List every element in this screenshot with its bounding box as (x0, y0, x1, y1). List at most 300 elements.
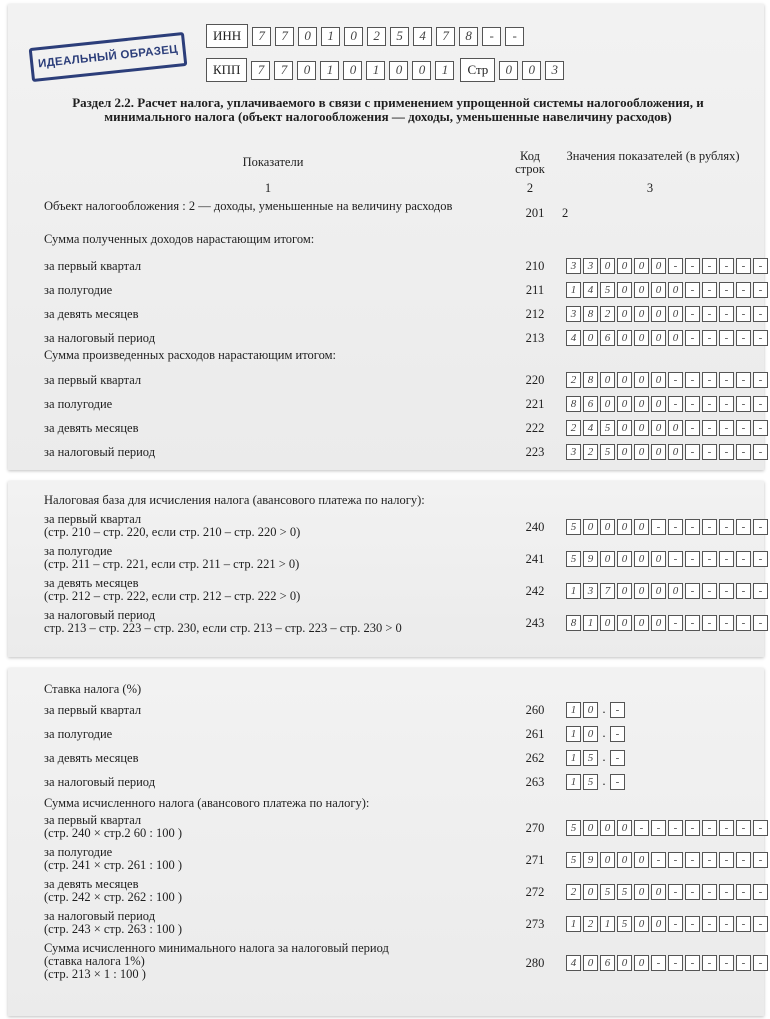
row-code: 213 (525, 331, 545, 345)
value-cell: - (702, 306, 717, 322)
form-row (44, 396, 763, 414)
value-cell: 5 (600, 282, 615, 298)
value-cell: 0 (617, 820, 632, 836)
object-row (44, 200, 754, 228)
row-label: за налоговый период (44, 445, 156, 459)
row-values (564, 420, 768, 436)
inn-label: ИНН (206, 24, 248, 48)
page-cell: 0 (522, 61, 541, 80)
value-cell: - (736, 396, 751, 412)
value-cell: 0 (634, 615, 649, 631)
value-cell: - (736, 884, 751, 900)
rate-heading: Ставка налога (%) (44, 682, 142, 696)
value-cell: 2 (566, 372, 581, 388)
value-cell: - (753, 282, 768, 298)
value-cell-group (564, 955, 768, 971)
value-cell: 7 (600, 583, 615, 599)
row-values (564, 444, 768, 460)
form-row (44, 258, 763, 276)
value-cell: 0 (668, 420, 683, 436)
value-cell: 5 (600, 420, 615, 436)
value-cell: - (753, 444, 768, 460)
row-values (564, 750, 625, 766)
value-cell: 0 (651, 420, 666, 436)
value-cell: - (736, 282, 751, 298)
value-cell: 0 (651, 551, 666, 567)
form-row (44, 330, 763, 348)
value-cell: 1 (566, 916, 581, 932)
value-cell: 0 (617, 420, 632, 436)
row-label: за девять месяцев (44, 751, 139, 765)
row-code: 273 (525, 917, 545, 931)
value-cell: 0 (617, 583, 632, 599)
value-cell: 2 (583, 916, 598, 932)
value-cell: 5 (566, 519, 581, 535)
value-cell: - (685, 282, 700, 298)
value-cell: 0 (651, 258, 666, 274)
value-cell: - (753, 916, 768, 932)
decimal-point: . (602, 725, 606, 740)
decimal-point: . (602, 773, 606, 788)
inn-cell: - (505, 27, 524, 46)
row-label: за налоговый период (44, 331, 156, 345)
value-cell: 0 (634, 551, 649, 567)
value-cell: - (753, 551, 768, 567)
value-cell: 5 (600, 444, 615, 460)
inn-cell: 2 (367, 27, 386, 46)
row-values (564, 330, 768, 346)
value-cell: 0 (634, 306, 649, 322)
value-cell: - (702, 820, 717, 836)
row-code: 211 (525, 283, 545, 297)
row-values (564, 726, 625, 742)
row-code: 222 (525, 421, 545, 435)
value-cell: - (668, 258, 683, 274)
value-cell: 3 (583, 583, 598, 599)
value-cell: - (719, 551, 734, 567)
value-cell: - (685, 306, 700, 322)
row-label: за первый квартал (44, 373, 142, 387)
value-cell: 2 (583, 444, 598, 460)
row-code: 201 (525, 206, 545, 220)
row-code: 220 (525, 373, 545, 387)
value-cell: 0 (600, 820, 615, 836)
value-cell: - (736, 551, 751, 567)
row-code: 212 (525, 307, 545, 321)
rate-fraction-cell: - (610, 750, 625, 766)
value-cell: 0 (600, 852, 615, 868)
row-label: за первый квартал (44, 259, 142, 273)
row-values (564, 551, 768, 567)
value-cell: 5 (600, 884, 615, 900)
income-heading: Сумма полученных доходов нарастающим итогом: (44, 232, 315, 246)
value-cell: 0 (600, 519, 615, 535)
value-cell: 0 (634, 420, 649, 436)
value-cell: 3 (566, 306, 581, 322)
col-code: Код строк (515, 149, 545, 176)
min-tax-row (44, 941, 763, 984)
rate-fraction-cell: - (610, 702, 625, 718)
value-cell: - (685, 583, 700, 599)
form-row (44, 420, 763, 438)
row-formula: (стр. 243 × стр. 263 : 100 ) (44, 922, 183, 936)
value-cell: - (668, 519, 683, 535)
value-cell: 0 (583, 330, 598, 346)
row-formula: стр. 213 – стр. 223 – стр. 230, если стр. 213 – стр. 223 – стр. 230 > 0 (44, 621, 402, 635)
col-num-2: 2 (526, 181, 534, 195)
value-cell: - (685, 258, 700, 274)
form-row (44, 750, 754, 768)
inn-cell: 1 (321, 27, 340, 46)
inn-cell: 5 (390, 27, 409, 46)
value-cell: - (736, 820, 751, 836)
rate-cell: 0 (583, 726, 598, 742)
value-cell: 5 (566, 551, 581, 567)
min-tax-label-3: (стр. 213 × 1 : 100 ) (44, 967, 146, 981)
value-cell: 0 (634, 916, 649, 932)
value-cell: - (736, 916, 751, 932)
value-cell: - (685, 884, 700, 900)
row-code: 210 (525, 259, 545, 273)
value-cell: - (753, 372, 768, 388)
inn-cell: 0 (298, 27, 317, 46)
value-cell: 0 (634, 519, 649, 535)
row-label: за девять месяцев (44, 576, 139, 590)
value-cell: 0 (600, 615, 615, 631)
value-cell: - (719, 955, 734, 971)
value-cell: 8 (566, 396, 581, 412)
row-values (564, 820, 768, 836)
row-values (564, 615, 768, 631)
value-cell: - (668, 884, 683, 900)
value-cell: 0 (617, 955, 632, 971)
kpp-cell: 0 (343, 61, 362, 80)
value-cell: 0 (668, 583, 683, 599)
decimal-point: . (602, 701, 606, 716)
object-label: Объект налогообложения : 2 — доходы, уменьшенные на величину расходов (44, 199, 453, 213)
kpp-cell: 1 (435, 61, 454, 80)
value-cell: 2 (566, 884, 581, 900)
row-values (564, 852, 768, 868)
value-cell: - (736, 583, 751, 599)
page-cell: 3 (545, 61, 564, 80)
value-cell: 0 (651, 372, 666, 388)
value-cell: - (702, 444, 717, 460)
col-indicators: Показатели (242, 155, 304, 169)
value-cell: - (685, 852, 700, 868)
row-code: 240 (525, 520, 545, 534)
kpp-cell: 0 (412, 61, 431, 80)
col-values: Значения показателей (в рублях) (566, 149, 740, 163)
value-cell: - (651, 955, 666, 971)
row-code: 223 (525, 445, 545, 459)
value-cell: - (753, 420, 768, 436)
row-label: за девять месяцев (44, 877, 139, 891)
rate-cell: 1 (566, 774, 581, 790)
value-cell: - (702, 916, 717, 932)
page-cell: 0 (499, 61, 518, 80)
value-cell: - (668, 820, 683, 836)
value-cell: - (736, 372, 751, 388)
value-cell: 6 (600, 955, 615, 971)
value-cell: - (719, 916, 734, 932)
value-cell: 5 (566, 820, 581, 836)
inn-cell-group (248, 27, 524, 46)
value-cell: - (719, 330, 734, 346)
row-values (564, 583, 768, 599)
object-value: 2 (562, 206, 569, 220)
row-values (564, 519, 768, 535)
value-cell: 0 (651, 396, 666, 412)
value-cell: 0 (634, 372, 649, 388)
value-cell: - (736, 258, 751, 274)
value-cell: 9 (583, 551, 598, 567)
value-cell: 4 (566, 330, 581, 346)
row-label: за полугодие (44, 544, 113, 558)
row-values (564, 396, 768, 412)
row-code: 242 (525, 584, 545, 598)
value-cell: - (719, 372, 734, 388)
value-cell: - (685, 519, 700, 535)
row-values (564, 372, 768, 388)
inn-cell: 7 (275, 27, 294, 46)
kpp-cell-group (247, 61, 454, 80)
value-cell: 0 (583, 820, 598, 836)
kpp-row (206, 58, 564, 82)
value-cell: - (702, 420, 717, 436)
form-row (44, 544, 763, 573)
value-cell: - (719, 306, 734, 322)
value-cell: - (736, 852, 751, 868)
min-tax-label-2: (ставка налога 1%) (44, 954, 145, 968)
inn-cell: 4 (413, 27, 432, 46)
value-cell: - (736, 444, 751, 460)
value-cell: - (719, 583, 734, 599)
form-page-section-2 (8, 481, 764, 657)
value-cell: 0 (617, 615, 632, 631)
value-cell: 5 (566, 852, 581, 868)
row-values (564, 282, 768, 298)
kpp-cell: 0 (389, 61, 408, 80)
form-row (44, 306, 763, 324)
value-cell: 0 (617, 282, 632, 298)
value-cell: 0 (651, 884, 666, 900)
value-cell: - (685, 444, 700, 460)
row-formula: (стр. 211 – стр. 221, если стр. 211 – стр. 221 > 0) (44, 557, 300, 571)
value-cell: - (753, 955, 768, 971)
value-cell: 0 (651, 615, 666, 631)
rate-cell: 0 (583, 702, 598, 718)
section-title: Раздел 2.2. Расчет налога, уплачиваемого в связи с применением упрощенной системы налогообложения, и минимального налога (объект налогообложения — доходы, уменьшенные навеличину расходов) (72, 95, 704, 124)
kpp-cell: 1 (320, 61, 339, 80)
row-label: за первый квартал (44, 512, 142, 526)
row-label: за налоговый период (44, 608, 156, 622)
page-cell-group (495, 61, 564, 80)
page-label: Стр (460, 58, 495, 82)
value-cell: 0 (600, 396, 615, 412)
value-cell: 0 (634, 282, 649, 298)
row-values (564, 774, 625, 790)
kpp-cell: 0 (297, 61, 316, 80)
value-cell: 0 (617, 330, 632, 346)
value-cell: - (702, 372, 717, 388)
value-cell: - (753, 258, 768, 274)
inn-cell: 7 (252, 27, 271, 46)
form-row (44, 813, 763, 842)
row-code: 280 (525, 956, 545, 970)
value-cell: - (719, 820, 734, 836)
calc-tax-heading: Сумма исчисленного налога (авансового платежа по налогу): (44, 796, 370, 810)
value-cell: - (685, 420, 700, 436)
row-code: 272 (525, 885, 545, 899)
value-cell: - (753, 852, 768, 868)
value-cell: - (753, 396, 768, 412)
value-cell: 0 (651, 306, 666, 322)
inn-cell: 7 (436, 27, 455, 46)
value-cell: - (702, 615, 717, 631)
value-cell: 1 (566, 583, 581, 599)
kpp-cell: 1 (366, 61, 385, 80)
value-cell: 0 (617, 519, 632, 535)
value-cell: 1 (566, 282, 581, 298)
value-cell: 3 (583, 258, 598, 274)
form-row (44, 774, 754, 792)
value-cell: 8 (583, 306, 598, 322)
value-cell: - (668, 852, 683, 868)
row-label: за девять месяцев (44, 421, 139, 435)
value-cell: 0 (668, 444, 683, 460)
value-cell: - (702, 955, 717, 971)
value-cell: - (668, 551, 683, 567)
row-label: за первый квартал (44, 813, 142, 827)
form-row (44, 909, 763, 938)
inn-row (206, 24, 524, 48)
value-cell: - (685, 551, 700, 567)
value-cell: - (702, 583, 717, 599)
row-label: за налоговый период (44, 775, 156, 789)
value-cell: 6 (583, 396, 598, 412)
value-cell: - (719, 444, 734, 460)
kpp-label: КПП (206, 58, 247, 82)
value-cell: 1 (600, 916, 615, 932)
value-cell: - (753, 306, 768, 322)
value-cell: - (719, 615, 734, 631)
row-values (564, 884, 768, 900)
value-cell: - (685, 330, 700, 346)
value-cell: 5 (617, 884, 632, 900)
value-cell: 1 (583, 615, 598, 631)
value-cell: - (719, 396, 734, 412)
value-cell: - (719, 852, 734, 868)
row-formula: (стр. 210 – стр. 220, если стр. 210 – стр. 220 > 0) (44, 525, 301, 539)
value-cell: 0 (617, 372, 632, 388)
inn-cell: 0 (344, 27, 363, 46)
row-values (564, 306, 768, 322)
value-cell: 0 (583, 955, 598, 971)
value-cell: - (651, 852, 666, 868)
value-cell: 0 (634, 583, 649, 599)
value-cell: - (753, 615, 768, 631)
tax-base-heading: Налоговая база для исчисления налога (авансового платежа по налогу): (44, 493, 425, 507)
value-cell: - (719, 420, 734, 436)
form-row (44, 608, 763, 637)
form-row (44, 282, 763, 300)
rate-cell: 1 (566, 750, 581, 766)
value-cell: - (668, 955, 683, 971)
row-label: за полугодие (44, 397, 113, 411)
row-formula: (стр. 240 × стр.2 60 : 100 ) (44, 826, 183, 840)
value-cell: 0 (617, 444, 632, 460)
value-cell: - (668, 615, 683, 631)
value-cell: 0 (600, 551, 615, 567)
value-cell: 0 (651, 282, 666, 298)
value-cell: 3 (566, 258, 581, 274)
inn-cell: 8 (459, 27, 478, 46)
value-cell: - (719, 519, 734, 535)
value-cell: - (736, 955, 751, 971)
value-cell: 0 (668, 282, 683, 298)
value-cell: 0 (634, 444, 649, 460)
value-cell: - (651, 519, 666, 535)
value-cell: - (719, 258, 734, 274)
value-cell: - (702, 282, 717, 298)
min-tax-label-1: Сумма исчисленного минимального налога за налоговый период (44, 941, 389, 955)
value-cell: - (685, 396, 700, 412)
value-cell: 0 (600, 258, 615, 274)
form-row (44, 877, 763, 906)
value-cell: - (736, 519, 751, 535)
row-values (564, 702, 625, 718)
value-cell: 4 (583, 282, 598, 298)
value-cell: - (753, 583, 768, 599)
form-page-section-1 (8, 4, 764, 470)
value-cell: - (685, 615, 700, 631)
value-cell: - (753, 820, 768, 836)
value-cell: 0 (617, 396, 632, 412)
value-cell: - (668, 372, 683, 388)
value-cell: 8 (566, 615, 581, 631)
value-cell: - (685, 916, 700, 932)
row-code: 270 (525, 821, 545, 835)
value-cell: 0 (634, 258, 649, 274)
inn-cell: - (482, 27, 501, 46)
row-formula: (стр. 241 × стр. 261 : 100 ) (44, 858, 183, 872)
value-cell: - (753, 884, 768, 900)
rate-cell: 1 (566, 726, 581, 742)
value-cell: 0 (634, 955, 649, 971)
form-row (44, 512, 763, 541)
row-values (564, 258, 768, 274)
value-cell: 0 (651, 444, 666, 460)
value-cell: 5 (617, 916, 632, 932)
form-row (44, 845, 763, 874)
value-cell: - (753, 519, 768, 535)
value-cell: 0 (651, 916, 666, 932)
value-cell: 0 (651, 330, 666, 346)
rate-fraction-cell: - (610, 726, 625, 742)
value-cell: - (702, 396, 717, 412)
value-cell: 0 (668, 330, 683, 346)
value-cell: - (702, 330, 717, 346)
value-cell: 0 (583, 519, 598, 535)
row-label: за полугодие (44, 283, 113, 297)
row-code: 221 (525, 397, 545, 411)
row-label: за первый квартал (44, 703, 142, 717)
rate-cell: 5 (583, 774, 598, 790)
value-cell: 6 (600, 330, 615, 346)
rate-cell: 5 (583, 750, 598, 766)
value-cell: 9 (583, 852, 598, 868)
